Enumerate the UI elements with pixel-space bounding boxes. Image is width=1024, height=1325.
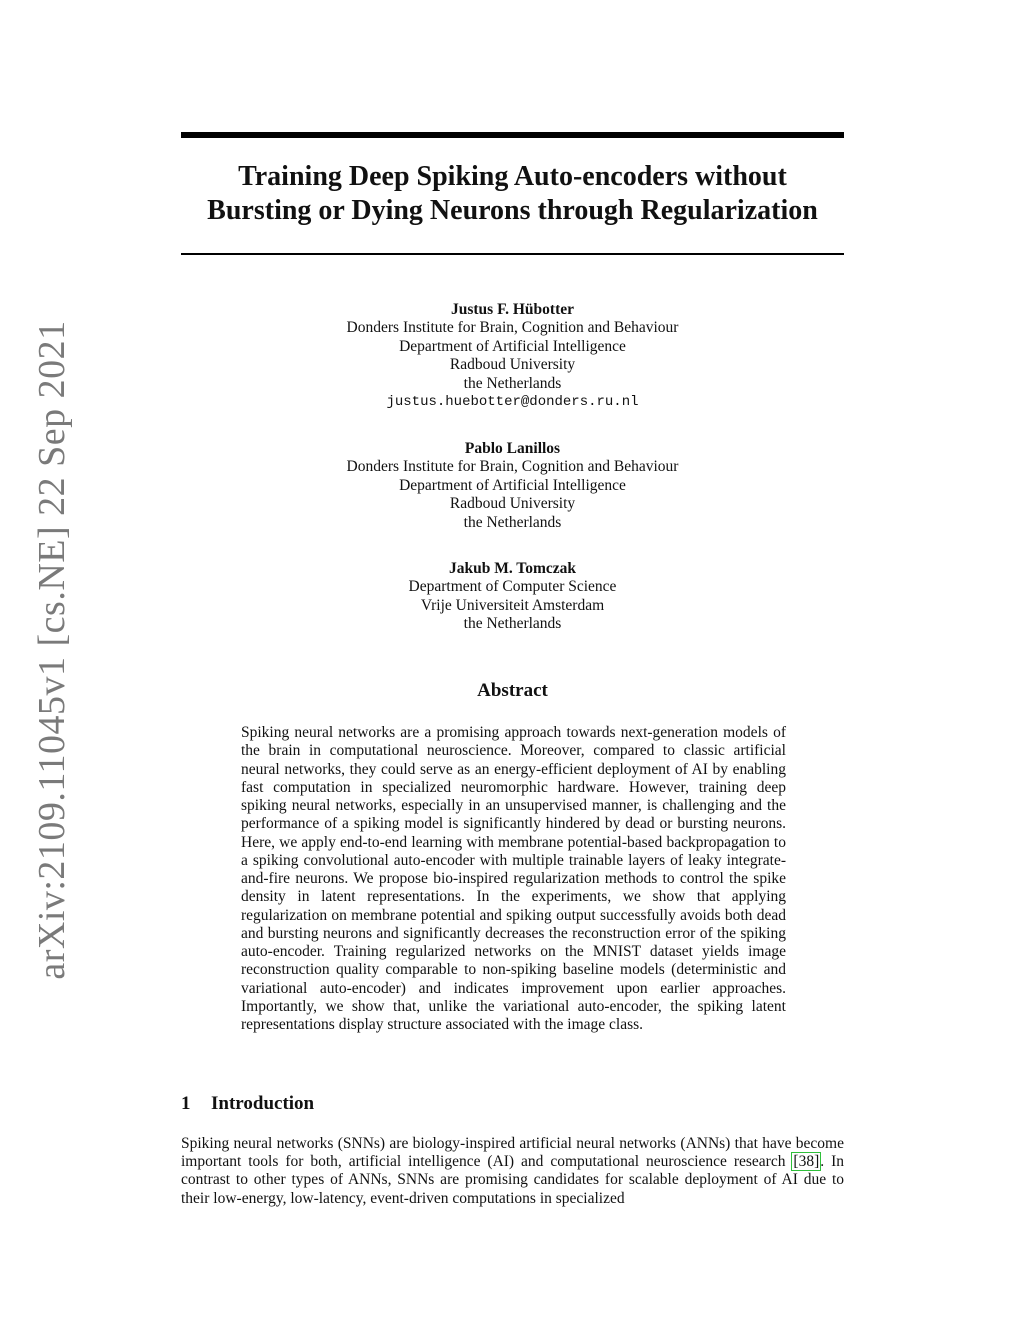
abstract-text: Spiking neural networks are a promising approach towards next-generation models of the brain in computational neuroscience. Moreover, compared to classic artificial neural networks, they could serve as an energy-efficient deployment of AI by enabling fast computation in specialized neuromorphic hardware. However, training deep spiking neural networks, especially in an unsupervised manner, is challenging and the performance of a spiking model is significantly hindered by dead or bursting neurons. Here, we apply end-to-end learning with membrane potential-based backpropagation to a spiking convolutional auto-encoder with multiple trainable layers of leaky integrate-and-fire neurons. We propose bio-inspired regularization methods to control the spike density in latent representations. In the experiments, we show that applying regularization on membrane potential and spiking output successfully avoids both dead and bursting neurons and significantly decreases the reconstruction error of the spiking auto-encoder. Training regularized networks on the MNIST dataset yields image reconstruction quality comparable to non-spiking baseline models (deterministic and variational auto-encoder) and indicates improvement upon earlier approaches. Importantly, we show that, unlike the variational auto-encoder, the spiking latent representations display structure associated with the image class. [241,724,786,1033]
author-name: Justus F. Hübotter [450,301,575,318]
author-affiliation-line: the Netherlands [463,513,562,531]
author-email[interactable]: justus.huebotter@donders.ru.nl [386,394,639,411]
author-name: Pablo Lanillos [464,440,561,457]
author-affiliation-line: Vrije Universiteit Amsterdam [420,596,605,614]
author-affiliation-line: Donders Institute for Brain, Cognition and Behaviour [346,319,679,337]
section-title: Introduction [211,1093,315,1114]
intro-text-part-1: Spiking neural networks (SNNs) are biology-inspired artificial neural networks (ANNs) that have become important tools for both, artificial intelligence (AI) and computational neuroscience research [181,1135,844,1171]
title-top-rule [181,132,844,138]
author-affiliation-line: Department of Artificial Intelligence [399,337,626,355]
author-block-2 [181,440,844,532]
author-block-3 [181,560,844,634]
author-affiliation-line: Radboud University [449,356,576,374]
paper-title [181,160,844,228]
section-number: 1 [181,1093,191,1114]
author-block-1 [181,301,844,411]
author-affiliation-line: the Netherlands [463,374,562,392]
author-affiliation-line: Department of Artificial Intelligence [399,476,626,494]
title-line-2: Bursting or Dying Neurons through Regularization [207,195,818,226]
author-affiliation-line: Department of Computer Science [408,578,617,596]
author-affiliation-line: Radboud University [449,495,576,513]
author-affiliation-line: the Netherlands [463,615,562,633]
arxiv-identifier-stamp: arXiv:2109.11045v1 [cs.NE] 22 Sep 2021 [31,320,73,980]
intro-text-part-2: . In contrast to other types of ANNs, SNNs are promising candidates for scalable deployment of AI due to their low-energy, low-latency, event-driven computations in specialized [181,1153,844,1207]
author-affiliation-line: Donders Institute for Brain, Cognition and Behaviour [346,458,679,476]
citation-link[interactable]: [38] [793,1153,820,1171]
abstract-heading: Abstract [477,680,548,701]
title-bottom-rule [181,253,844,255]
section-heading-introduction [181,1093,314,1115]
author-name: Jakub M. Tomczak [448,560,577,577]
introduction-paragraph [181,1135,844,1208]
title-line-1: Training Deep Spiking Auto-encoders without [238,161,787,192]
